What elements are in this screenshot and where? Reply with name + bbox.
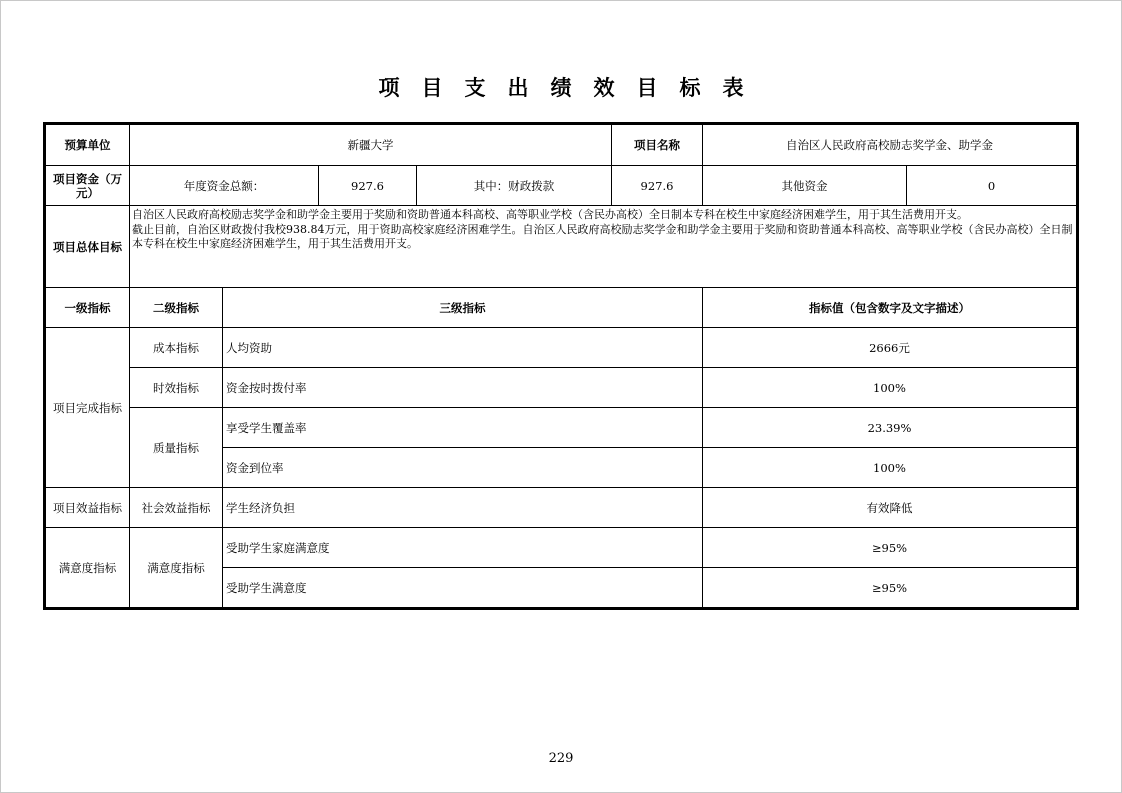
budget-unit-label: 预算单位 xyxy=(46,125,130,166)
level3-name: 享受学生覆盖率 xyxy=(223,408,703,448)
header-level1: 一级指标 xyxy=(46,288,130,328)
indicator-header-row xyxy=(46,288,1077,328)
level2-satisfaction: 满意度指标 xyxy=(130,528,223,608)
performance-table xyxy=(45,124,1077,608)
overall-goal-label: 项目总体目标 xyxy=(46,206,130,288)
project-funds-label: 项目资金（万元） xyxy=(46,166,130,206)
indicator-value: 2666元 xyxy=(703,328,1077,368)
level1-satisfaction: 满意度指标 xyxy=(46,528,130,608)
annual-total-label: 年度资金总额： xyxy=(130,166,319,206)
level1-completion: 项目完成指标 xyxy=(46,328,130,488)
indicator-value: 100% xyxy=(703,368,1077,408)
table-row xyxy=(46,408,1077,448)
project-name-value: 自治区人民政府高校励志奖学金、助学金 xyxy=(703,125,1077,166)
table-row xyxy=(46,368,1077,408)
overall-goal-paragraph: 截止目前，自治区财政拨付我校938.84万元，用于资助高校家庭经济困难学生。自治区人民政府高校励志奖学金和助学金主要用于奖励和资助普通本科高校、高等职业学校（含民办高校）全日制本专科在校生中家庭经济困难学生，用于其生活费用开支。 xyxy=(132,222,1073,250)
level2-social-benefit: 社会效益指标 xyxy=(130,488,223,528)
other-funds-value: 0 xyxy=(907,166,1077,206)
project-name-label: 项目名称 xyxy=(612,125,703,166)
other-funds-label: 其他资金 xyxy=(703,166,907,206)
budget-unit-value: 新疆大学 xyxy=(130,125,612,166)
annual-total-value: 927.6 xyxy=(319,166,417,206)
indicator-value: 23.39% xyxy=(703,408,1077,448)
table-row xyxy=(46,328,1077,368)
header-level2: 二级指标 xyxy=(130,288,223,328)
indicator-value: 100% xyxy=(703,448,1077,488)
table-row xyxy=(46,488,1077,528)
level3-name: 资金按时拨付率 xyxy=(223,368,703,408)
level2-timeliness: 时效指标 xyxy=(130,368,223,408)
level1-benefit: 项目效益指标 xyxy=(46,488,130,528)
indicator-value: ≥95% xyxy=(703,528,1077,568)
indicator-value: 有效降低 xyxy=(703,488,1077,528)
level2-cost: 成本指标 xyxy=(130,328,223,368)
header-level3: 三级指标 xyxy=(223,288,703,328)
level3-name: 受助学生满意度 xyxy=(223,568,703,608)
table-row xyxy=(46,528,1077,568)
level2-quality: 质量指标 xyxy=(130,408,223,488)
page-title: 项目支出绩效目标表 xyxy=(378,76,766,100)
fiscal-allocation-label: 其中：财政拨款 xyxy=(417,166,612,206)
header-indicator-value: 指标值（包含数字及文字描述） xyxy=(703,288,1077,328)
unit-row xyxy=(46,125,1077,166)
level3-name: 人均资助 xyxy=(223,328,703,368)
indicator-value: ≥95% xyxy=(703,568,1077,608)
goal-row xyxy=(46,206,1077,288)
overall-goal-text xyxy=(130,206,1077,288)
funds-row xyxy=(46,166,1077,206)
fiscal-allocation-value: 927.6 xyxy=(612,166,703,206)
overall-goal-paragraph: 自治区人民政府高校励志奖学金和助学金主要用于奖励和资助普通本科高校、高等职业学校（含民办高校）全日制本专科在校生中家庭经济困难学生，用于其生活费用开支。 xyxy=(132,208,968,221)
level3-name: 受助学生家庭满意度 xyxy=(223,528,703,568)
level3-name: 资金到位率 xyxy=(223,448,703,488)
page-number: 229 xyxy=(548,751,574,766)
level3-name: 学生经济负担 xyxy=(223,488,703,528)
